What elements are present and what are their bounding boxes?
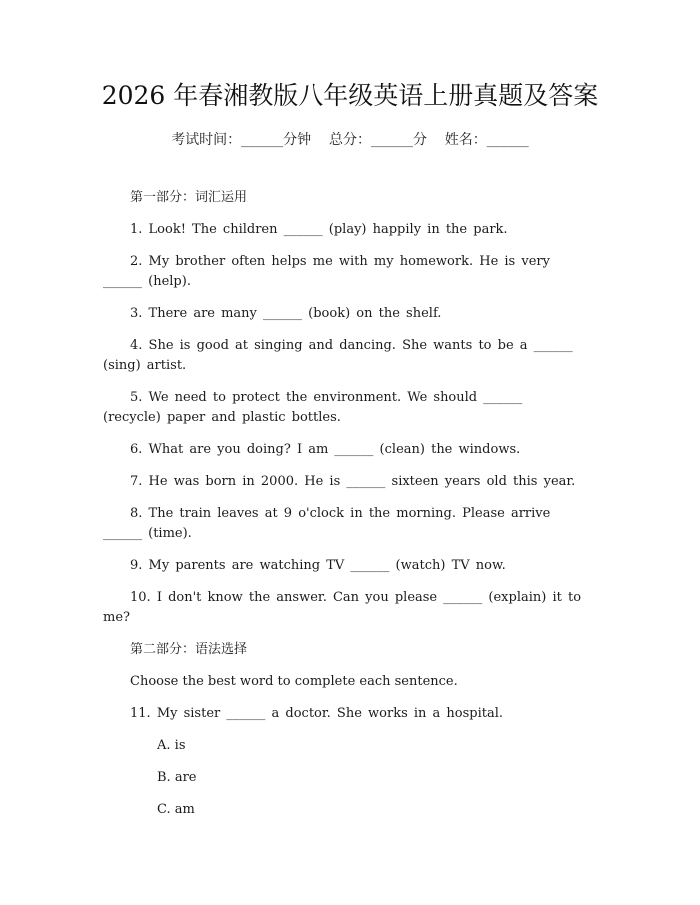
question-number: 1. <box>130 222 143 237</box>
option-c <box>157 800 583 820</box>
question-text: My brother often helps me with my homework. He is very ______ (help). <box>103 254 550 289</box>
question-5 <box>103 388 583 428</box>
question-number: 3. <box>130 306 143 321</box>
question-9 <box>103 556 583 576</box>
question-number: 9. <box>130 558 143 573</box>
option-letter: A. <box>157 738 171 753</box>
question-11 <box>103 704 583 724</box>
question-number: 6. <box>130 442 143 457</box>
question-8 <box>103 504 583 544</box>
question-number: 10. <box>130 590 151 605</box>
question-number: 8. <box>130 506 143 521</box>
question-text: She is good at singing and dancing. She wants to be a ______ (sing) artist. <box>103 338 573 373</box>
question-10 <box>103 588 583 628</box>
option-letter: B. <box>157 770 171 785</box>
question-text: My parents are watching TV ______ (watch) TV now. <box>142 558 506 573</box>
question-number: 11. <box>130 706 151 721</box>
question-text: My sister ______ a doctor. She works in a hospital. <box>150 706 504 721</box>
option-text: are <box>170 770 197 785</box>
question-1 <box>103 220 583 240</box>
option-letter: C. <box>157 802 171 817</box>
question-text: We need to protect the environment. We should ______ (recycle) paper and plastic bottles. <box>103 390 523 425</box>
question-3 <box>103 304 583 324</box>
question-4 <box>103 336 583 376</box>
question-text: Look! The children ______ (play) happily in the park. <box>142 222 508 237</box>
option-b <box>157 768 583 788</box>
question-text: The train leaves at 9 o'clock in the morning. Please arrive ______ (time). <box>103 506 551 541</box>
question-number: 7. <box>130 474 143 489</box>
question-2 <box>103 252 583 292</box>
exam-meta-line: 考试时间：______分钟 总分：______分 姓名：______ <box>171 132 529 148</box>
part2-heading: 第二部分：语法选择 <box>130 642 248 657</box>
question-text: He was born in 2000. He is ______ sixteen years old this year. <box>142 474 576 489</box>
document-title: 2026 年春湘教版八年级英语上册真题及答案 <box>101 81 599 110</box>
question-6 <box>103 440 583 460</box>
question-text: There are many ______ (book) on the shelf. <box>142 306 442 321</box>
exam-content <box>103 188 583 832</box>
question-text: What are you doing? I am ______ (clean) the windows. <box>142 442 521 457</box>
part2-instruction: Choose the best word to complete each sentence. <box>130 674 458 689</box>
question-7 <box>103 472 583 492</box>
question-number: 5. <box>130 390 143 405</box>
question-text: I don't know the answer. Can you please ______ (explain) it to me? <box>103 590 582 625</box>
question-number: 2. <box>130 254 143 269</box>
option-text: is <box>170 738 186 753</box>
option-text: am <box>170 802 195 817</box>
option-a <box>157 736 583 756</box>
part1-heading: 第一部分：词汇运用 <box>130 190 248 205</box>
question-number: 4. <box>130 338 143 353</box>
